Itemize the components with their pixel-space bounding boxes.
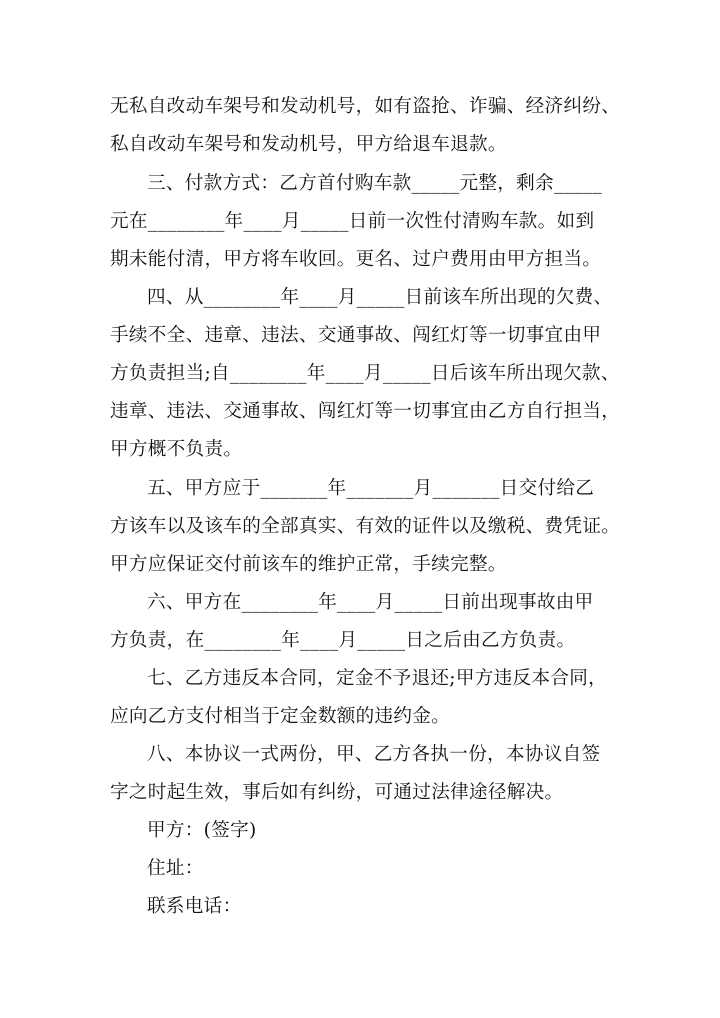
party-a-signature-label: 甲方：(签字) (147, 820, 257, 841)
address-label: 住址： (147, 858, 204, 879)
clause-5-line-2: 方该车以及该车的全部真实、有效的证件以及缴税、费凭证。 (110, 516, 621, 537)
clause-8-line-2: 字之时起生效，事后如有纠纷，可通过法律途径解决。 (110, 782, 564, 803)
clause-6-line-2: 方负责，在________年____月_____日之后由乙方负责。 (110, 630, 576, 651)
clause-3-line-3: 期未能付清，甲方将车收回。更名、过户费用由甲方担当。 (110, 249, 602, 270)
clause-4-line-3: 方负责担当;自________年____月_____日后该车所出现欠款、 (110, 363, 620, 384)
clause-4-line-1: 四、从________年____月_____日前该车所出现的欠费、 (147, 287, 613, 308)
clause-7-line-2: 应向乙方支付相当于定金数额的违约金。 (110, 706, 451, 727)
clause-3-line-2: 元在________年____月_____日前一次性付清购车款。如到 (110, 211, 595, 232)
clause-5-line-3: 甲方应保证交付前该车的维护正常，手续完整。 (110, 554, 507, 575)
clause-4-line-4: 违章、违法、交通事故、闯红灯等一切事宜由乙方自行担当， (110, 401, 621, 422)
clause-6-line-1: 六、甲方在________年____月_____日前出现事故由甲 (147, 592, 594, 613)
clause-4-line-5: 甲方概不负责。 (110, 439, 243, 460)
clause-3-line-1: 三、付款方式：乙方首付购车款_____元整，剩余_____ (147, 173, 602, 194)
clause-7-line-1: 七、乙方违反本合同，定金不予退还;甲方违反本合同， (147, 668, 608, 689)
text-line-1: 无私自改动车架号和发动机号，如有盗抢、诈骗、经济纠纷、 (110, 96, 621, 117)
clause-5-line-1: 五、甲方应于_______年_______月_______日交付给乙 (147, 478, 595, 499)
clause-8-line-1: 八、本协议一式两份，甲、乙方各执一份，本协议自签 (147, 744, 601, 765)
text-line-2: 私自改动车架号和发动机号，甲方给退车退款。 (110, 134, 507, 155)
phone-label: 联系电话： (147, 896, 242, 917)
clause-4-line-2: 手续不全、违章、违法、交通事故、闯红灯等一切事宜由甲 (110, 325, 602, 346)
